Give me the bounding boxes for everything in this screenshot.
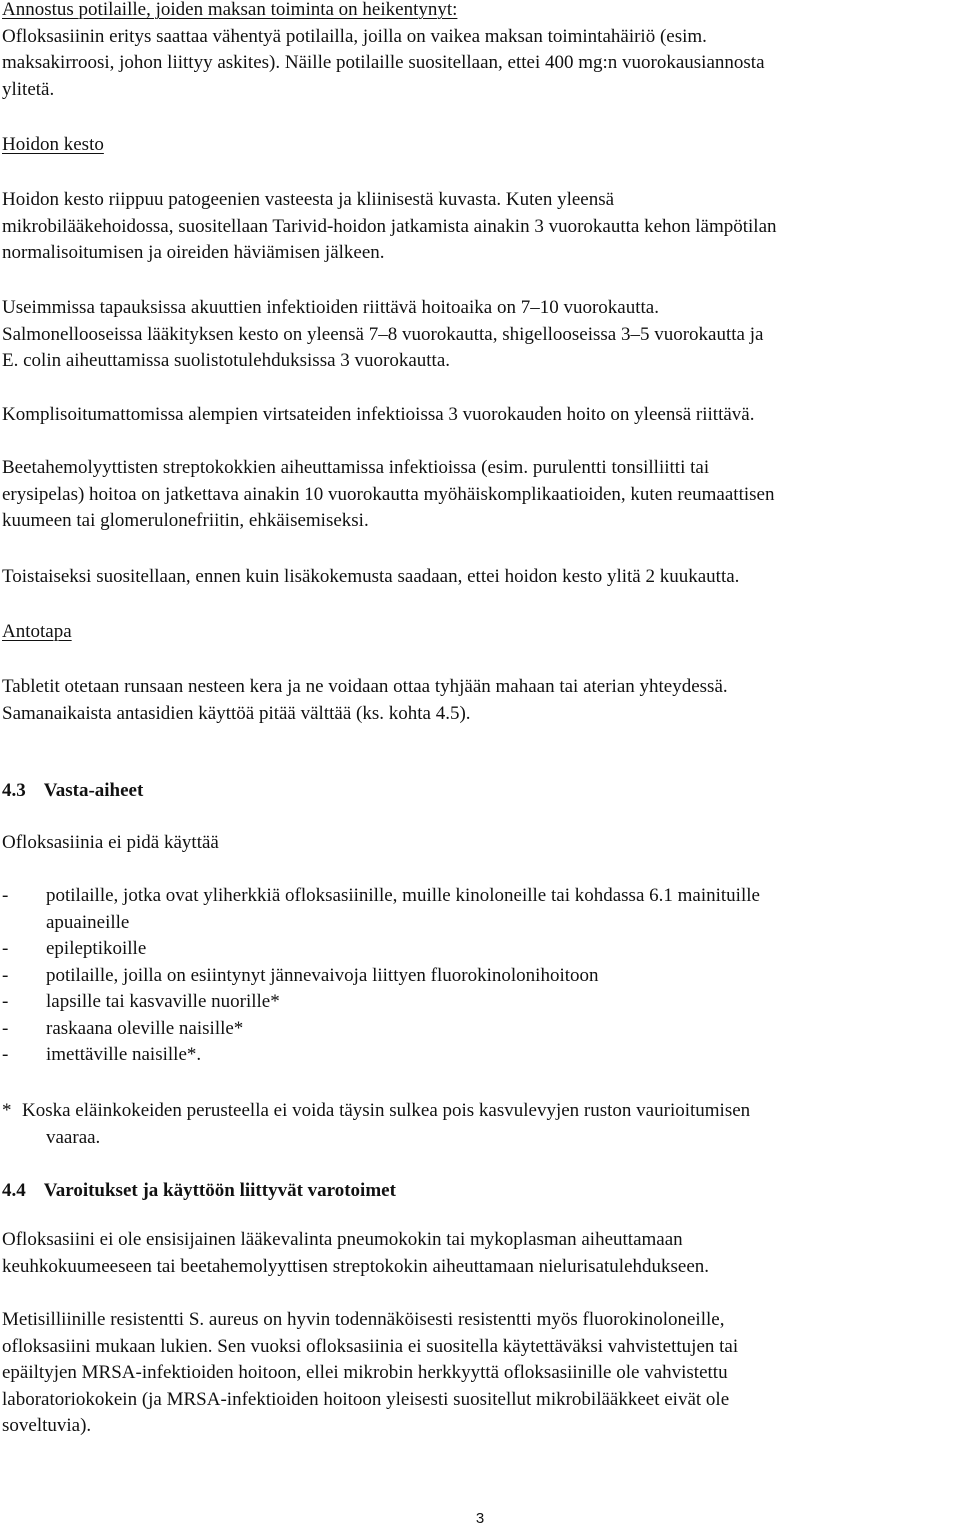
- dash-bullet: -: [2, 938, 9, 959]
- duration-paragraph-1: [2, 187, 952, 267]
- paragraph-line: soveltuvia).: [2, 1415, 92, 1436]
- liver-dosage-line: ylitetä.: [2, 78, 55, 100]
- paragraph-line: Metisilliinille resistentti S. aureus on hyvin todennäköisesti resistentti myös fluorokinoloneille,: [2, 1309, 725, 1330]
- list-item: - epileptikoille: [2, 936, 952, 963]
- paragraph-line: normalisoitumisen ja oireiden häviämisen jälkeen.: [2, 242, 385, 263]
- list-item: - imettäville naisille*.: [2, 1042, 952, 1069]
- dash-bullet: -: [2, 991, 9, 1012]
- paragraph-line: Komplisoitumattomissa alempien virtsateiden infektioissa 3 vuorokauden hoito on yleensä riittävä.: [2, 404, 755, 425]
- page-number: 3: [475, 1510, 485, 1527]
- paragraph-line: Ofloksasiini ei ole ensisijainen lääkevalinta pneumokokin tai mykoplasman aiheuttamaan: [2, 1229, 683, 1250]
- liver-dosage-section: [2, 0, 952, 103]
- footnote-marker: *: [2, 1100, 12, 1121]
- paragraph-line: Toistaiseksi suositellaan, ennen kuin lisäkokemusta saadaan, ettei hoidon kesto ylitä 2 kuukautta.: [2, 566, 740, 587]
- paragraph-line: Useimmissa tapauksissa akuuttien infektioiden riittävä hoitoaika on 7–10 vuorokautta.: [2, 297, 659, 318]
- administration-paragraph: [2, 674, 952, 727]
- paragraph-line: Samanaikaista antasidien käyttöä pitää välttää (ks. kohta 4.5).: [2, 702, 471, 724]
- paragraph-line: Beetahemolyyttisten streptokokkien aiheuttamissa infektioissa (esim. purulentti tonsilliitti tai: [2, 457, 710, 478]
- warnings-paragraph-2: [2, 1307, 952, 1440]
- section-title: Vasta-aiheet: [43, 780, 144, 801]
- contraindications-footnote: [2, 1098, 952, 1151]
- duration-paragraph-2: [2, 295, 952, 375]
- paragraph-line: E. colin aiheuttamissa suolistotulehduksissa 3 vuorokautta.: [2, 350, 451, 371]
- warnings-paragraph-1: [2, 1227, 952, 1280]
- duration-paragraph-3: [2, 402, 952, 429]
- footnote-line: vaaraa.: [46, 1126, 101, 1148]
- paragraph-line: Salmonellooseissa lääkityksen kesto on yleensä 7–8 vuorokautta, shigellooseissa 3–5 vuorokautta ja: [2, 323, 764, 345]
- duration-paragraph-4: [2, 455, 952, 535]
- list-item: - lapsille tai kasvaville nuorille*: [2, 989, 952, 1016]
- footnote-line: Koska eläinkokeiden perusteella ei voida täysin sulkea pois kasvulevyjen ruston vaurioitumisen: [22, 1100, 751, 1121]
- paragraph-line: kuumeen tai glomerulonefriitin, ehkäisemiseksi.: [2, 510, 369, 531]
- liver-dosage-line: maksakirroosi, johon liittyy askites). Näille potilaille suositellaan, ettei 400 mg:n vuorokausiannosta: [2, 52, 765, 73]
- dash-bullet: -: [2, 1044, 9, 1065]
- paragraph-line: ofloksasiini mukaan lukien. Sen vuoksi ofloksasiinia ei suositella käytettäväksi vahvistettujen tai: [2, 1335, 739, 1357]
- list-item: - potilaille, jotka ovat yliherkkiä ofloksasiinille, muille kinoloneille tai kohdassa 6.1 mainituille apuaineille: [2, 883, 952, 936]
- liver-dosage-line: Ofloksasiinin eritys saattaa vähentyä potilailla, joilla on vaikea maksan toimintahäiriö (esim.: [2, 25, 707, 47]
- section-title: Varoitukset ja käyttöön liittyvät varotoimet: [43, 1180, 396, 1201]
- paragraph-line: keuhkokuumeeseen tai beetahemolyyttisen streptokokin aiheuttamaan nielurisatulehdukseen.: [2, 1255, 710, 1277]
- paragraph-line: Hoidon kesto riippuu patogeenien vasteesta ja kliinisestä kuvasta. Kuten yleensä: [2, 189, 615, 210]
- contraindications-list: [2, 883, 952, 1069]
- administration-heading: Antotapa: [2, 621, 72, 642]
- dash-bullet: -: [2, 885, 9, 906]
- list-item: - raskaana oleville naisille*: [2, 1016, 952, 1043]
- paragraph-line: mikrobilääkehoidossa, suositellaan Tarivid-hoidon jatkamista ainakin 3 vuorokautta kehon lämpötilan: [2, 215, 777, 237]
- section-number: 4.4: [2, 1180, 26, 1201]
- duration-paragraph-5: [2, 564, 952, 591]
- paragraph-line: Tabletit otetaan runsaan nesteen kera ja ne voidaan ottaa tyhjään mahaan tai aterian yhteydessä.: [2, 676, 728, 697]
- paragraph-line: epäiltyjen MRSA-infektioiden hoitoon, ellei mikrobin herkkyyttä ofloksasiinille ole vahvistettu: [2, 1362, 728, 1383]
- dash-bullet: -: [2, 964, 9, 986]
- section-number: 4.3: [2, 780, 26, 801]
- list-item: - potilaille, joilla on esiintynyt jännevaivoja liittyen fluorokinolonihoitoon: [2, 963, 952, 990]
- administration-heading-block: [2, 619, 952, 646]
- section-4-3-heading: [2, 778, 952, 805]
- contraindications-intro-block: [2, 830, 952, 857]
- paragraph-line: erysipelas) hoitoa on jatkettava ainakin 10 vuorokautta myöhäiskomplikaatioiden, kuten reumaattisen: [2, 483, 775, 505]
- duration-heading: Hoidon kesto: [2, 134, 104, 155]
- paragraph-line: laboratoriokokein (ja MRSA-infektioiden hoitoon yleisesti suositellut mikrobilääkkeet eivät ole: [2, 1388, 730, 1410]
- dash-bullet: -: [2, 1017, 9, 1039]
- duration-heading-block: [2, 132, 952, 159]
- list-item-continuation: apuaineille: [46, 911, 130, 933]
- section-4-4-heading: [2, 1178, 952, 1205]
- liver-dosage-heading: Annostus potilaille, joiden maksan toiminta on heikentynyt:: [2, 0, 458, 20]
- contraindications-intro: Ofloksasiinia ei pidä käyttää: [2, 832, 219, 853]
